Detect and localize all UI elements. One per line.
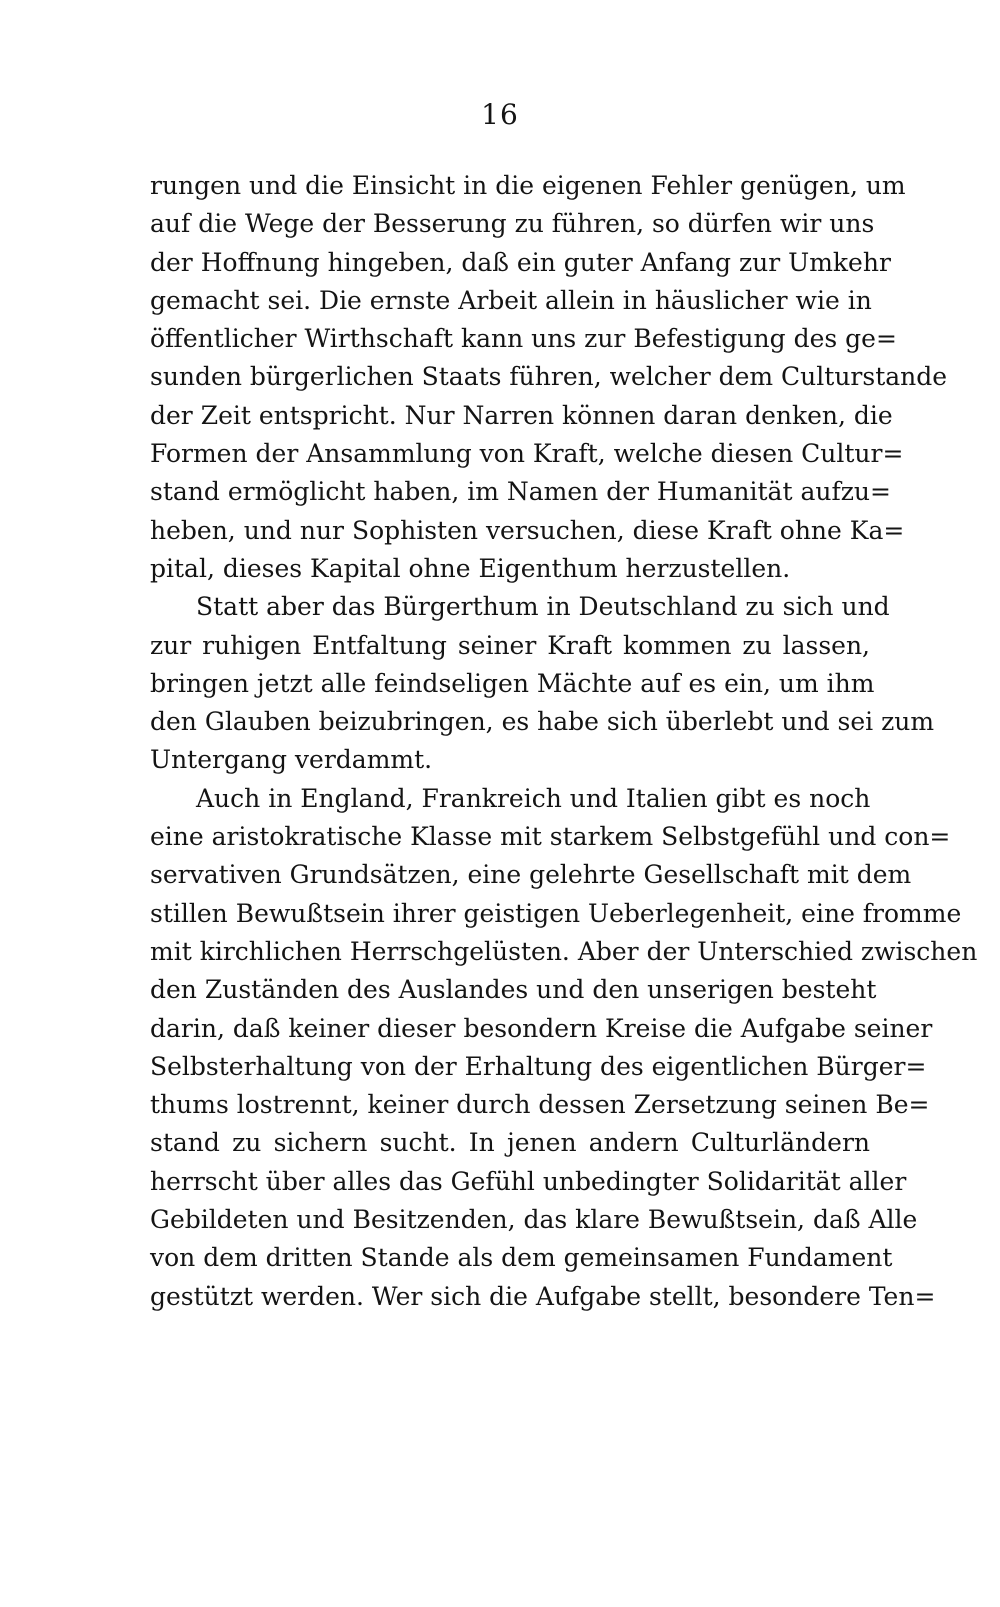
text-line: auf die Wege der Besserung zu führen, so dürfen wir uns [150,209,875,239]
text-line: Selbsterhaltung von der Erhaltung des eigentlichen Bürger= [150,1051,927,1081]
text-line: heben, und nur Sophisten versuchen, diese Kraft ohne Ka= [150,515,905,545]
text-line: gestützt werden. Wer sich die Aufgabe stellt, besondere Ten= [150,1281,936,1311]
text-line: herrscht über alles das Gefühl unbedingter Solidarität aller [150,1166,907,1196]
text-line: mit kirchlichen Herrschgelüsten. Aber der Unterschied zwischen [150,936,978,966]
text-line: zur ruhigen Entfaltung seiner Kraft kommen zu lassen, [150,630,870,660]
text-line: eine aristokratische Klasse mit starkem Selbstgefühl und con= [150,822,951,852]
text-line: den Glauben beizubringen, es habe sich überlebt und sei zum [150,707,935,737]
paragraph-start-line: Auch in England, Frankreich und Italien gibt es noch [196,783,871,813]
text-line: thums lostrennt, keiner durch dessen Zersetzung seinen Be= [150,1090,930,1120]
body-text [150,167,978,1316]
text-line: der Zeit entspricht. Nur Narren können daran denken, die [150,400,893,430]
text-line: bringen jetzt alle feindseligen Mächte auf es ein, um ihm [150,668,875,698]
text-line: servativen Grundsätzen, eine gelehrte Gesellschaft mit dem [150,860,912,890]
text-line: darin, daß keiner dieser besondern Kreise die Aufgabe seiner [150,1013,933,1043]
text-line: pital, dieses Kapital ohne Eigenthum herzustellen. [150,553,791,583]
text-line: rungen und die Einsicht in die eigenen Fehler genügen, um [150,171,906,200]
text-line: sunden bürgerlichen Staats führen, welcher dem Culturstande [150,362,948,392]
page-number: 16 [481,98,519,131]
text-line: Untergang verdammt. [150,745,433,775]
text-line: Gebildeten und Besitzenden, das klare Bewußtsein, daß Alle [150,1205,918,1235]
paragraph-start-line: Statt aber das Bürgerthum in Deutschland zu sich und [196,592,890,622]
text-line: von dem dritten Stande als dem gemeinsamen Fundament [150,1243,893,1273]
text-line: öffentlicher Wirthschaft kann uns zur Befestigung des ge= [150,324,897,354]
text-line: stand zu sichern sucht. In jenen andern Culturländern [150,1128,870,1158]
text-line: der Hoffnung hingeben, daß ein guter Anfang zur Umkehr [150,247,891,277]
text-line: den Zuständen des Auslandes und den unserigen besteht [150,975,877,1005]
text-line: Formen der Ansammlung von Kraft, welche diesen Cultur= [150,439,904,469]
text-line: stand ermöglicht haben, im Namen der Humanität aufzu= [150,477,891,507]
text-line: stillen Bewußtsein ihrer geistigen Ueberlegenheit, eine fromme [150,898,962,928]
text-line: gemacht sei. Die ernste Arbeit allein in häuslicher wie in [150,285,872,315]
